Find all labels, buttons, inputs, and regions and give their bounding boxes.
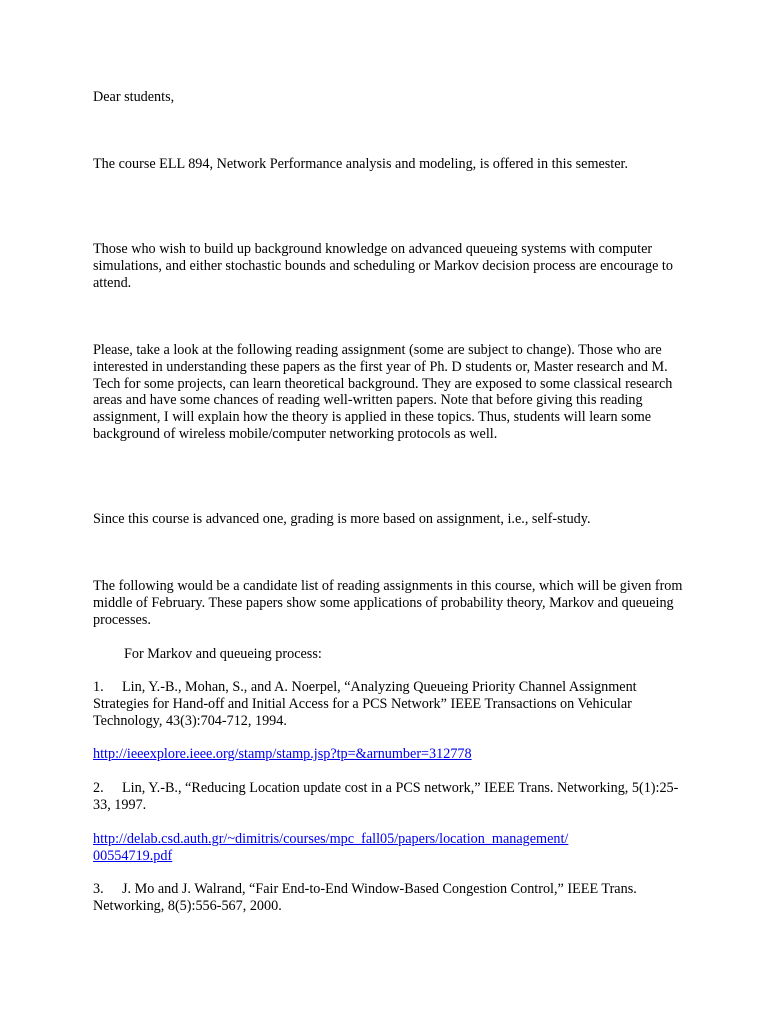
paragraph-prerequisites: Those who wish to build up background knowledge on advanced queueing systems with computer simulations, and either stochastic bounds and scheduling or Markov decision process are encourage to attend. xyxy=(93,241,673,291)
paragraph-grading: Since this course is advanced one, grading is more based on assignment, i.e., self-study. xyxy=(93,511,591,527)
reference-link[interactable]: http://ieeexplore.ieee.org/stamp/stamp.jsp?tp=&arnumber=312778 xyxy=(93,746,472,762)
paragraph-reading-assignment: Please, take a look at the following reading assignment (some are subject to change). Those who are interested in understanding these papers as the first year of Ph. D students or, Master research and M. Tech for some projects, can learn theoretical background. They are exposed to some classical research areas and have some chances of reading well-written papers. Note that before giving this reading assignment, I will explain how the theory is applied in these topics. Thus, students will learn some background of wireless mobile/computer networking protocols as well. xyxy=(93,342,673,442)
reference-link-container xyxy=(93,831,683,865)
reference-number: 1. xyxy=(93,679,104,695)
reference-link-container xyxy=(93,746,683,763)
salutation: Dear students, xyxy=(93,89,175,105)
reference-citation: Lin, Y.-B., “Reducing Location update cost in a PCS network,” IEEE Trans. Networking, 5(1):25-33, 1997. xyxy=(93,780,679,813)
reference-citation: Lin, Y.-B., Mohan, S., and A. Noerpel, “Analyzing Queueing Priority Channel Assignment Strategies for Hand-off and Initial Access for a PCS Network” IEEE Transactions on Vehicular Technology, 43(3):704-712, 1994. xyxy=(93,679,637,729)
reference-link[interactable]: http://delab.csd.auth.gr/~dimitris/courses/mpc_fall05/papers/location_management/ xyxy=(93,831,569,847)
reference-number: 2. xyxy=(93,780,104,796)
section-heading: For Markov and queueing process: xyxy=(124,646,322,662)
reference-item xyxy=(93,881,683,915)
reference-item xyxy=(93,679,683,729)
reference-citation: J. Mo and J. Walrand, “Fair End-to-End Window-Based Congestion Control,” IEEE Trans. Networking, 8(5):556-567, 2000. xyxy=(93,881,637,914)
reference-link-continuation[interactable]: 00554719.pdf xyxy=(93,847,173,864)
paragraph-candidate-list: The following would be a candidate list of reading assignments in this course, which will be given from middle of February. These papers show some applications of probability theory, Markov and queueing processes. xyxy=(93,578,683,628)
paragraph-course-intro: The course ELL 894, Network Performance analysis and modeling, is offered in this semester. xyxy=(93,156,629,172)
reference-item xyxy=(93,780,683,814)
reference-number: 3. xyxy=(93,881,104,897)
